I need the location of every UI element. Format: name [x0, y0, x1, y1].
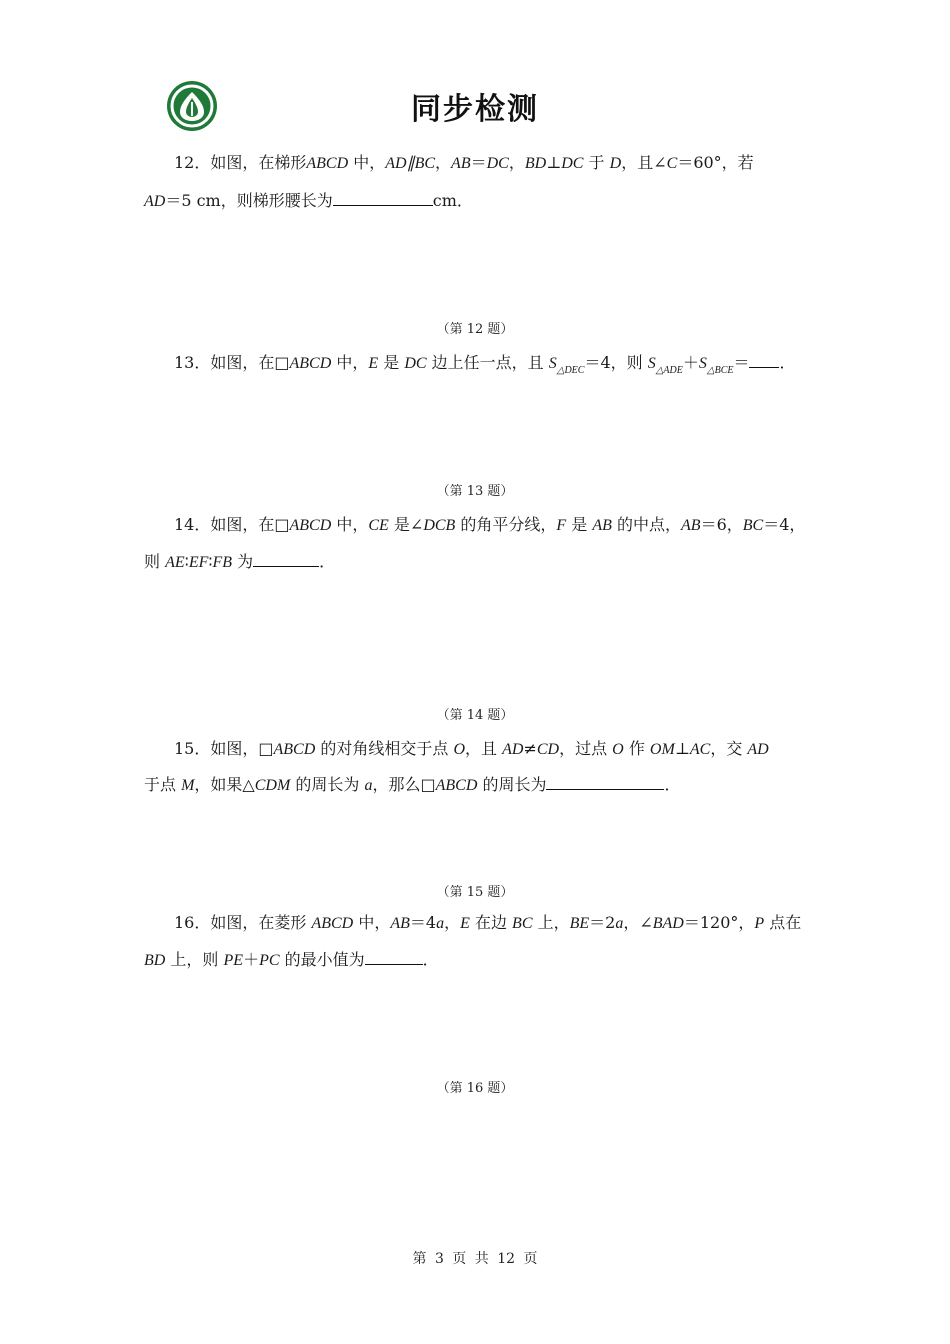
page-footer: 第 3 页 共 12 页 [412, 1251, 538, 1267]
question-12-line-2: AD＝5 cm，则梯形腰长为 cm． [144, 191, 473, 210]
figure-caption-15: （第 15 题） [436, 885, 514, 900]
question-16-line-1: 16．如图，在菱形 ABCD 中，AB＝4a，E 在边 BC 上，BE＝2a，∠BAD＝120°，P 点在 [174, 913, 802, 932]
page-title: 同步检测 [411, 92, 539, 127]
answer-blank[interactable] [749, 353, 779, 368]
question-15-line-1: 15．如图，□ABCD 的对角线相交于点 O，且 AD≠CD，过点 O 作 OM⊥AC，交 AD [174, 739, 769, 758]
figure-caption-16: （第 16 题） [436, 1081, 514, 1096]
question-13-line-1: 13．如图，在□ABCD 中，E 是 DC 边上任一点，且 $S_{\triangle DEC}=4$，则 $S_{\triangle ADE}+S_{\triangle BCE}=$ ． [174, 353, 796, 376]
answer-blank[interactable] [365, 950, 423, 965]
answer-blank[interactable] [546, 775, 664, 790]
answer-blank[interactable] [253, 552, 319, 567]
answer-blank[interactable] [333, 191, 433, 206]
question-15-line-2: 于点 M，如果△CDM 的周长为 a，那么□ABCD 的周长为 ． [144, 775, 681, 794]
question-12-line-1: 12．如图，在梯形ABCD 中，AD∥BC，AB＝DC，BD⊥DC 于 D，且∠C＝60°，若 [174, 153, 754, 172]
question-16-line-2: BD 上，则 PE＋PC 的最小值为 ． [144, 950, 439, 969]
figure-caption-12: （第 12 题） [436, 322, 514, 337]
figure-caption-13: （第 13 题） [436, 484, 514, 499]
figure-caption-14: （第 14 题） [436, 708, 514, 723]
question-14-line-1: 14．如图，在□ABCD 中，CE 是∠DCB 的角平分线，F 是 AB 的中点，AB＝6，BC＝4， [174, 515, 806, 534]
question-14-line-2: 则 AE∶EF∶FB 为 ． [144, 552, 336, 571]
